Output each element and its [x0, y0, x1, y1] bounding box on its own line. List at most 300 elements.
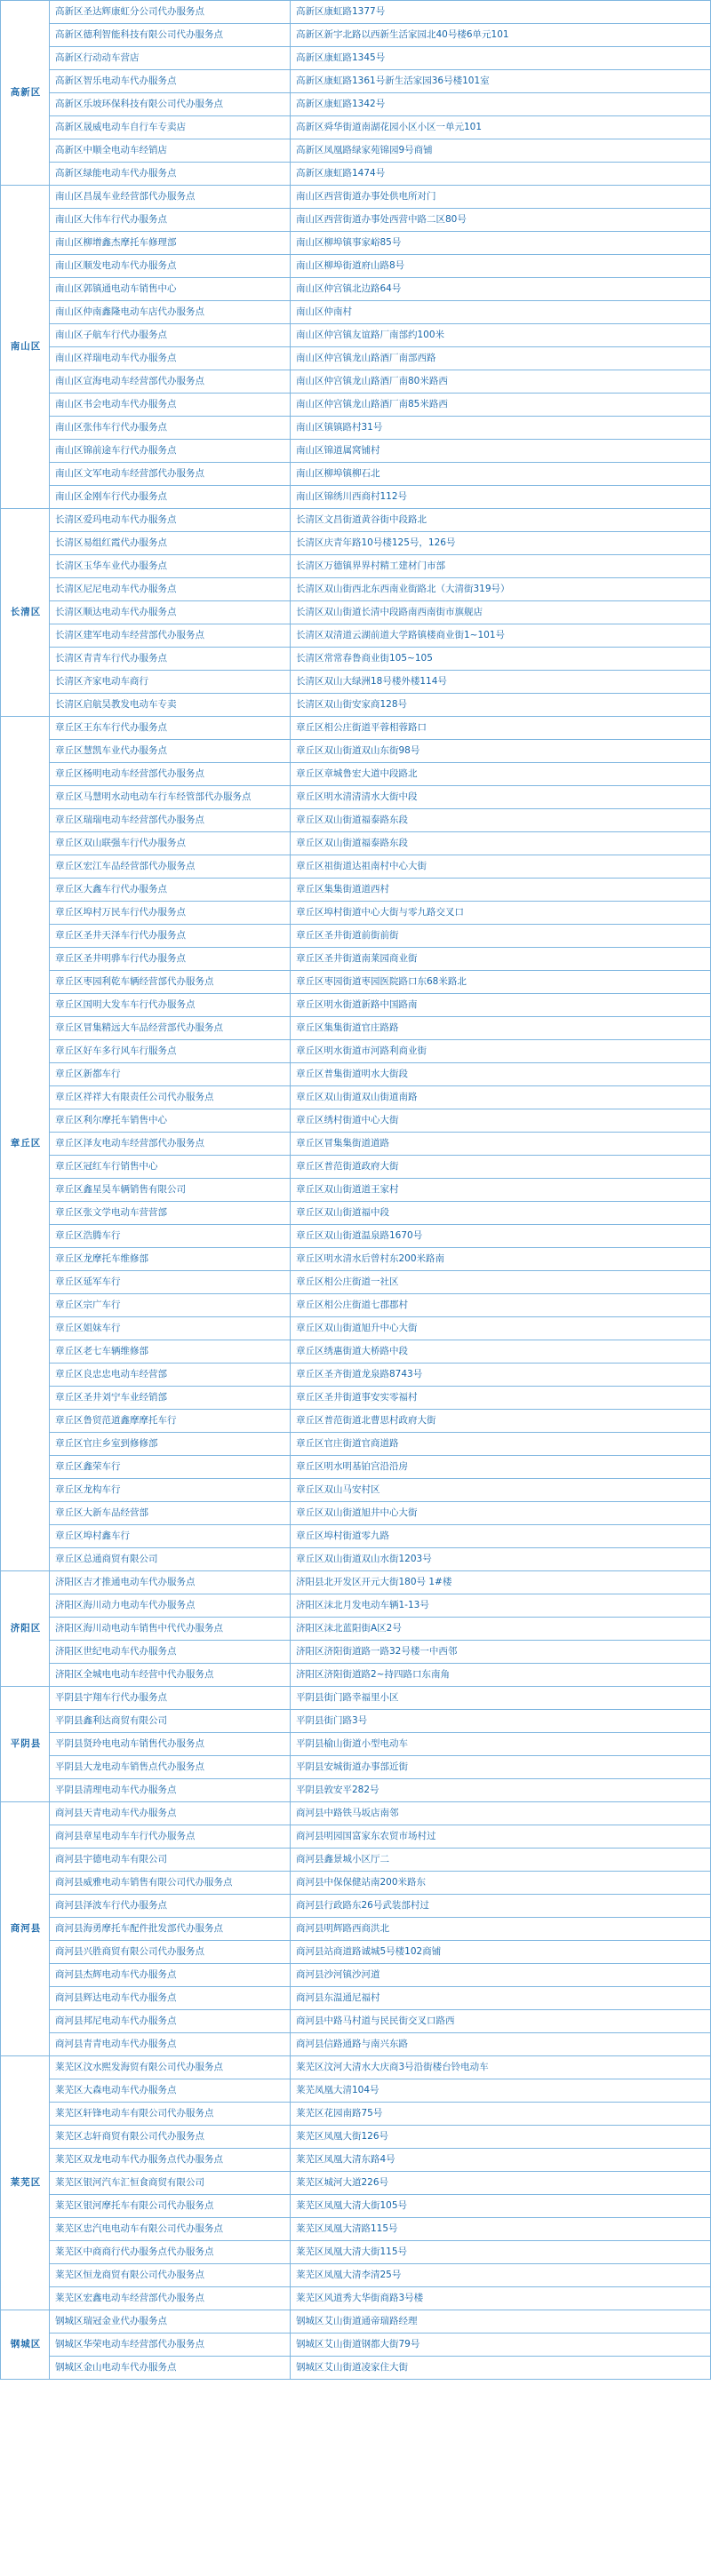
table-row [1, 1202, 711, 1225]
dealer-name-cell: 章丘区宏江车品经营部代办服务点 [50, 855, 291, 879]
dealer-name-cell: 章丘区马慧明水动电动车行车经管部代办服务点 [50, 786, 291, 809]
dealer-address-cell: 章丘区相公庄街道一社区 [291, 1271, 711, 1294]
dealer-address-cell: 章丘区埠村街道零九路 [291, 1525, 711, 1548]
table-row [1, 255, 711, 278]
table-row [1, 1825, 711, 1849]
table-row [1, 601, 711, 624]
dealer-name-cell: 高新区绿能电动车代办服务点 [50, 163, 291, 186]
table-row [1, 1248, 711, 1271]
table-row [1, 740, 711, 763]
table-row [1, 1941, 711, 1964]
dealer-address-cell: 高新区康虹路1345号 [291, 47, 711, 70]
dealer-address-cell: 章丘区普集街道明水大街段 [291, 1063, 711, 1086]
dealer-name-cell: 济阳区海川动电动车销售中代代办服务点 [50, 1618, 291, 1641]
table-row [1, 1017, 711, 1040]
dealer-address-cell: 商河县行政路东26号武装部村过 [291, 1895, 711, 1918]
table-row [1, 1849, 711, 1872]
table-row [1, 278, 711, 301]
table-row [1, 925, 711, 948]
table-row [1, 1086, 711, 1109]
table-row [1, 1225, 711, 1248]
table-row [1, 2357, 711, 2380]
dealer-name-cell: 莱芜区中商商行代办服务点代办服务点 [50, 2241, 291, 2264]
dealer-name-cell: 商河县天青电动车代办服务点 [50, 1802, 291, 1825]
dealer-name-cell: 章丘区大鑫车行代办服务点 [50, 879, 291, 902]
dealer-name-cell: 莱芜区大森电动车代办服务点 [50, 2079, 291, 2103]
table-row [1, 948, 711, 971]
table-row [1, 1756, 711, 1779]
dealer-address-cell: 章丘区明水清水后曾村东200米路南 [291, 1248, 711, 1271]
dealer-name-cell: 高新区智乐电动车代办服务点 [50, 70, 291, 93]
table-row [1, 1687, 711, 1710]
table-row [1, 1987, 711, 2010]
dealer-address-cell: 长清区双山街西北东西南业街路北（大清街319号） [291, 578, 711, 601]
dealer-address-cell: 南山区仲宫镇北边路64号 [291, 278, 711, 301]
dealer-name-cell: 商河县辉达电动车代办服务点 [50, 1987, 291, 2010]
table-row [1, 301, 711, 324]
dealer-address-cell: 商河县站商道路诚城5号楼102商铺 [291, 1941, 711, 1964]
table-row [1, 2033, 711, 2056]
dealer-address-cell: 章丘区冒集集街道道路 [291, 1133, 711, 1156]
dealer-name-cell: 章丘区埠村鑫车行 [50, 1525, 291, 1548]
dealer-address-cell: 钢城区艾山街道凌家住大街 [291, 2357, 711, 2380]
dealer-name-cell: 章丘区瑞瑞电动车经营部代办服务点 [50, 809, 291, 832]
dealer-name-cell: 平阴县鑫利达商贸有限公司 [50, 1710, 291, 1733]
dealer-name-cell: 南山区顺发电动车代办服务点 [50, 255, 291, 278]
region-cell: 南山区 [1, 186, 50, 509]
dealer-address-cell: 济阳县北开发区开元大街180号 1#楼 [291, 1571, 711, 1594]
dealer-name-cell: 南山区昌晟车业经营部代办服务点 [50, 186, 291, 209]
dealer-address-cell: 章丘区官庄街道官商道路 [291, 1433, 711, 1456]
table-row [1, 209, 711, 232]
region-cell: 长清区 [1, 509, 50, 717]
dealer-address-cell: 章丘区圣井街道前街前街 [291, 925, 711, 948]
dealer-name-cell: 莱芜区银河摩托车有限公司代办服务点 [50, 2195, 291, 2218]
region-cell: 章丘区 [1, 717, 50, 1571]
dealer-address-cell: 章丘区绣惠街道大桥路中段 [291, 1340, 711, 1364]
table-row [1, 2079, 711, 2103]
table-row [1, 186, 711, 209]
dealer-address-cell: 莱芜区凤凰大清大街115号 [291, 2241, 711, 2264]
table-row [1, 417, 711, 440]
dealer-address-cell: 济阳区济阳街道路2~持四路口东南角 [291, 1664, 711, 1687]
dealer-address-cell: 章丘区枣园街道枣园医院路口东68米路北 [291, 971, 711, 994]
dealer-name-cell: 高新区乐坡环保科技有限公司代办服务点 [50, 93, 291, 116]
dealer-name-cell: 高新区行动动车营店 [50, 47, 291, 70]
table-row [1, 1664, 711, 1687]
dealer-address-cell: 章丘区明水明基铂宫沿沿房 [291, 1456, 711, 1479]
dealer-name-cell: 章丘区浩腾车行 [50, 1225, 291, 1248]
dealer-name-cell: 平阴县贤玲电电动车销售代办服务点 [50, 1733, 291, 1756]
table-row [1, 347, 711, 370]
dealer-address-cell: 高新区新宇北路以西新生活家园北40号楼6单元101 [291, 24, 711, 47]
dealer-name-cell: 章丘区官庄乡室到修修部 [50, 1433, 291, 1456]
dealer-name-cell: 钢城区瑞冠金业代办服务点 [50, 2310, 291, 2334]
table-row [1, 1109, 711, 1133]
dealer-address-cell: 莱芜区花园南路75号 [291, 2103, 711, 2126]
table-row [1, 1502, 711, 1525]
dealer-name-cell: 钢城区华荣电动车经营部代办服务点 [50, 2334, 291, 2357]
dealer-name-cell: 长清区尼尼电动车代办服务点 [50, 578, 291, 601]
dealer-address-cell: 章丘区普范街道政府大街 [291, 1156, 711, 1179]
dealer-address-cell: 章丘区双山街道双山东街98号 [291, 740, 711, 763]
dealer-name-cell: 章丘区祥祥大有限责任公司代办服务点 [50, 1086, 291, 1109]
dealer-name-cell: 商河县青青电动车代办服务点 [50, 2033, 291, 2056]
dealer-name-cell: 长清区顺达电动车代办服务点 [50, 601, 291, 624]
dealer-name-cell: 钢城区金山电动车代办服务点 [50, 2357, 291, 2380]
dealer-address-cell: 商河县中保保健站南200米路东 [291, 1872, 711, 1895]
table-row [1, 1317, 711, 1340]
dealer-name-cell: 济阳区世纪电动车代办服务点 [50, 1641, 291, 1664]
dealer-address-cell: 南山区柳埠街道府山路8号 [291, 255, 711, 278]
dealer-address-cell: 长清区庆青年路10号楼125号，126号 [291, 532, 711, 555]
dealer-address-cell: 南山区锦道属窝铺村 [291, 440, 711, 463]
table-row [1, 463, 711, 486]
dealer-name-cell: 高新区德利智能科技有限公司代办服务点 [50, 24, 291, 47]
table-row [1, 763, 711, 786]
dealer-address-cell: 高新区康虹路1361号新生活家园36号楼101室 [291, 70, 711, 93]
table-row [1, 139, 711, 163]
dealer-address-cell: 章丘区明水清清清水大街中段 [291, 786, 711, 809]
dealer-address-cell: 长清区文昌街道黄谷街中段路北 [291, 509, 711, 532]
table-row [1, 1410, 711, 1433]
dealer-name-cell: 南山区子航车行代办服务点 [50, 324, 291, 347]
table-row [1, 2056, 711, 2079]
dealer-name-cell: 章丘区圣井刘宁车业经销部 [50, 1387, 291, 1410]
dealer-address-cell: 济阳区沫北月发电动车辆1-13号 [291, 1594, 711, 1618]
table-row [1, 902, 711, 925]
dealer-name-cell: 南山区祥瑞电动车代办服务点 [50, 347, 291, 370]
table-row [1, 1964, 711, 1987]
dealer-name-cell: 南山区宣海电动车经营部代办服务点 [50, 370, 291, 394]
dealer-name-cell: 章丘区圣井明骅车行代办服务点 [50, 948, 291, 971]
dealer-address-cell: 章丘区双山街道福泰路东段 [291, 809, 711, 832]
dealer-address-cell: 章丘区双山街道双山水街1203号 [291, 1548, 711, 1571]
table-row [1, 163, 711, 186]
dealer-address-cell: 商河县东温通尼福村 [291, 1987, 711, 2010]
dealer-address-cell: 南山区仲宫镇龙山路酒厂南85米路西 [291, 394, 711, 417]
dealer-address-cell: 商河县信路通路与南兴东路 [291, 2033, 711, 2056]
dealer-name-cell: 章丘区圣井天泽车行代办服务点 [50, 925, 291, 948]
dealer-address-cell: 南山区仲南村 [291, 301, 711, 324]
dealer-name-cell: 章丘区王东车行代办服务点 [50, 717, 291, 740]
dealer-name-cell: 章丘区龙构车行 [50, 1479, 291, 1502]
dealer-name-cell: 长清区启航昊教发电动车专卖 [50, 694, 291, 717]
dealer-name-cell: 济阳区吉才推通电动车代办服务点 [50, 1571, 291, 1594]
dealer-address-cell: 商河县沙河镇沙河道 [291, 1964, 711, 1987]
table-row [1, 2264, 711, 2287]
dealer-address-cell: 南山区柳埠镇柳石北 [291, 463, 711, 486]
dealer-address-cell: 钢城区艾山街道钢都大街79号 [291, 2334, 711, 2357]
table-row [1, 486, 711, 509]
table-row [1, 1779, 711, 1802]
dealer-address-cell: 章丘区集集街道官庄路路 [291, 1017, 711, 1040]
dealer-address-cell: 南山区柳埠镇事家峪85号 [291, 232, 711, 255]
dealer-address-cell: 章丘区埠村街道中心大街与零九路交叉口 [291, 902, 711, 925]
dealer-address-cell: 章丘区明水街道新路中国路南 [291, 994, 711, 1017]
dealer-address-cell: 南山区仲宫镇友谊路厂南部约100米 [291, 324, 711, 347]
table-row [1, 1872, 711, 1895]
dealer-name-cell: 章丘区冠红车行销售中心 [50, 1156, 291, 1179]
table-row [1, 509, 711, 532]
dealer-address-cell: 章丘区祖街道达祖南村中心大街 [291, 855, 711, 879]
table-row [1, 24, 711, 47]
dealer-address-cell: 商河县中路铁马坂店南邻 [291, 1802, 711, 1825]
table-row [1, 1479, 711, 1502]
dealer-name-cell: 商河县章星电动车车行代办服务点 [50, 1825, 291, 1849]
dealer-name-cell: 商河县泽波车行代办服务点 [50, 1895, 291, 1918]
dealer-address-cell: 平阴县安城街道办事部近街 [291, 1756, 711, 1779]
table-row [1, 2241, 711, 2264]
table-row [1, 1271, 711, 1294]
dealer-address-cell: 平阴县街门路3号 [291, 1710, 711, 1733]
dealer-address-cell: 莱芜区凤凰大街126号 [291, 2126, 711, 2149]
dealer-name-cell: 长清区青青车行代办服务点 [50, 648, 291, 671]
dealer-name-cell: 长清区爱玛电动车代办服务点 [50, 509, 291, 532]
dealer-address-cell: 长清区双山大绿洲18号楼外楼114号 [291, 671, 711, 694]
dealer-address-cell: 高新区舜华街道南湖花园小区小区一单元101 [291, 116, 711, 139]
dealer-name-cell: 南山区柳增鑫杰摩托车修理部 [50, 232, 291, 255]
dealer-address-cell: 商河县中路马村道与民民街交叉口路西 [291, 2010, 711, 2033]
dealer-name-cell: 莱芜区汶水熙发海贸有限公司代办服务点 [50, 2056, 291, 2079]
dealer-address-cell: 高新区凤凰路绿家苑锦园9号商铺 [291, 139, 711, 163]
dealer-name-cell: 南山区书会电动车代办服务点 [50, 394, 291, 417]
table-row [1, 1456, 711, 1479]
table-row [1, 2218, 711, 2241]
dealer-name-cell: 章丘区埠村万民车行代办服务点 [50, 902, 291, 925]
dealer-address-cell: 章丘区圣井街道事安实零福村 [291, 1387, 711, 1410]
table-row [1, 786, 711, 809]
dealer-name-cell: 长清区玉华车业代办服务点 [50, 555, 291, 578]
dealer-name-cell: 济阳区海川动力电动车代办服务点 [50, 1594, 291, 1618]
dealer-name-cell: 商河县海勇摩托车配件批发部代办服务点 [50, 1918, 291, 1941]
table-row [1, 2287, 711, 2310]
table-row [1, 1802, 711, 1825]
dealer-address-cell: 章丘区相公庄街道平蓉相蓉路口 [291, 717, 711, 740]
dealer-address-cell: 长清区双山街道长清中段路南西南街市旗舰店 [291, 601, 711, 624]
dealer-name-cell: 章丘区鲁贸范道鑫摩摩托车行 [50, 1410, 291, 1433]
table-row [1, 555, 711, 578]
dealer-name-cell: 南山区金刚车行代办服务点 [50, 486, 291, 509]
dealer-name-cell: 章丘区国明大发车车行代办服务点 [50, 994, 291, 1017]
table-row [1, 809, 711, 832]
table-row [1, 47, 711, 70]
dealer-address-cell: 商河县鑫景城小区厅二 [291, 1849, 711, 1872]
dealer-address-cell: 南山区西营街道办事处供电所对门 [291, 186, 711, 209]
table-row [1, 694, 711, 717]
dealer-name-cell: 章丘区良忠忠电动车经营部 [50, 1364, 291, 1387]
table-row [1, 324, 711, 347]
table-row [1, 2195, 711, 2218]
table-row [1, 671, 711, 694]
table-row [1, 1040, 711, 1063]
table-row [1, 2103, 711, 2126]
dealer-address-cell: 商河县明辉路西商洪北 [291, 1918, 711, 1941]
table-row [1, 2172, 711, 2195]
table-row [1, 994, 711, 1017]
table-row [1, 370, 711, 394]
table-row [1, 532, 711, 555]
table-row [1, 1594, 711, 1618]
dealer-name-cell: 商河县兴胜商贸有限公司代办服务点 [50, 1941, 291, 1964]
table-row [1, 879, 711, 902]
table-row [1, 2149, 711, 2172]
dealer-address-cell: 章丘区双山街道温泉路1670号 [291, 1225, 711, 1248]
table-row [1, 232, 711, 255]
dealer-address-cell: 莱芜区城河大道226号 [291, 2172, 711, 2195]
dealer-address-cell: 莱芜区汶河大清水大庆商3号沿街楼台铃电动车 [291, 2056, 711, 2079]
region-cell: 平阴县 [1, 1687, 50, 1802]
dealer-address-cell: 章丘区双山街道旭井中心大街 [291, 1502, 711, 1525]
table-row [1, 1063, 711, 1086]
dealer-name-cell: 南山区仲南鑫隆电动车店代办服务点 [50, 301, 291, 324]
dealer-name-cell: 商河县宇德电动车有限公司 [50, 1849, 291, 1872]
table-row [1, 1387, 711, 1410]
dealer-name-cell: 章丘区总通商贸有限公司 [50, 1548, 291, 1571]
dealer-address-cell: 章丘区圣齐街道龙泉路8743号 [291, 1364, 711, 1387]
table-row [1, 2126, 711, 2149]
table-row [1, 1364, 711, 1387]
dealer-name-cell: 南山区锦前途车行代办服务点 [50, 440, 291, 463]
table-row [1, 1571, 711, 1594]
table-row [1, 93, 711, 116]
dealer-address-cell: 莱芜区凤凰大清路115号 [291, 2218, 711, 2241]
table-row [1, 394, 711, 417]
dealer-name-cell: 章丘区姐妹车行 [50, 1317, 291, 1340]
dealer-address-cell: 济阳区济阳街道路一路32号楼一中西邻 [291, 1641, 711, 1664]
dealer-name-cell: 商河县杰辉电动车代办服务点 [50, 1964, 291, 1987]
dealer-name-cell: 章丘区冒集精远大车品经营部代办服务点 [50, 1017, 291, 1040]
table-row [1, 624, 711, 648]
dealer-name-cell: 平阴县大龙电动车销售点代办服务点 [50, 1756, 291, 1779]
dealer-name-cell: 章丘区杨明电动车经营部代办服务点 [50, 763, 291, 786]
table-row [1, 116, 711, 139]
table-row [1, 1895, 711, 1918]
table-row [1, 1641, 711, 1664]
dealer-name-cell: 平阴县清理电动车代办服务点 [50, 1779, 291, 1802]
dealer-address-cell: 南山区镇镇路村31号 [291, 417, 711, 440]
table-row [1, 1, 711, 24]
dealer-address-cell: 南山区锦绣川西商村112号 [291, 486, 711, 509]
dealer-name-cell: 莱芜区忠汽电电动车有限公司代办服务点 [50, 2218, 291, 2241]
dealer-name-cell: 章丘区延军车行 [50, 1271, 291, 1294]
table-row [1, 832, 711, 855]
dealer-address-cell: 高新区康虹路1342号 [291, 93, 711, 116]
dealer-name-cell: 章丘区新都车行 [50, 1063, 291, 1086]
table-row [1, 1340, 711, 1364]
dealer-address-cell: 南山区仲宫镇龙山路酒厂南部西路 [291, 347, 711, 370]
dealer-address-cell: 章丘区双山街道旭升中心大街 [291, 1317, 711, 1340]
table-row [1, 2310, 711, 2334]
dealer-name-cell: 莱芜区志轩商贸有限公司代办服务点 [50, 2126, 291, 2149]
dealer-name-cell: 章丘区枣园利乾车辆经营部代办服务点 [50, 971, 291, 994]
dealer-name-cell: 济阳区全城电电动车经营中代办服务点 [50, 1664, 291, 1687]
dealer-name-cell: 南山区文军电动车经营部代办服务点 [50, 463, 291, 486]
table-row [1, 1733, 711, 1756]
dealer-address-cell: 平阴县榆山街道小型电动车 [291, 1733, 711, 1756]
dealer-name-cell: 章丘区龙摩托车维修部 [50, 1248, 291, 1271]
table-row [1, 1294, 711, 1317]
dealer-name-cell: 章丘区大新车品经营部 [50, 1502, 291, 1525]
table-row [1, 717, 711, 740]
dealer-name-cell: 商河县威雅电动车销售有限公司代办服务点 [50, 1872, 291, 1895]
table-row [1, 70, 711, 93]
dealer-address-cell: 高新区康虹路1377号 [291, 1, 711, 24]
dealer-address-cell: 钢城区艾山街道通帝瑞路经理 [291, 2310, 711, 2334]
dealer-name-cell: 长清区齐家电动车商行 [50, 671, 291, 694]
dealer-address-cell: 莱芜区凤凰大清大街105号 [291, 2195, 711, 2218]
dealer-name-cell: 章丘区张文学电动车营营部 [50, 1202, 291, 1225]
dealer-name-cell: 商河县邦尼电动车代办服务点 [50, 2010, 291, 2033]
table-row [1, 2334, 711, 2357]
dealer-name-cell: 长清区建军电动车经营部代办服务点 [50, 624, 291, 648]
dealer-name-cell: 章丘区双山联强车行代办服务点 [50, 832, 291, 855]
dealer-name-cell: 莱芜区银河汽车汇恒食商贸有限公司 [50, 2172, 291, 2195]
dealer-address-cell: 章丘区集集街道道西村 [291, 879, 711, 902]
table-row [1, 1548, 711, 1571]
dealer-address-cell: 章丘区双山街道双山街道南路 [291, 1086, 711, 1109]
dealer-name-cell: 章丘区利尔摩托车销售中心 [50, 1109, 291, 1133]
dealer-name-cell: 章丘区泽友电动车经营部代办服务点 [50, 1133, 291, 1156]
dealer-address-cell: 南山区西营街道办事处西营中路二区80号 [291, 209, 711, 232]
table-row [1, 2010, 711, 2033]
dealer-address-cell: 莱芜区凤凰大清东路4号 [291, 2149, 711, 2172]
dealer-name-cell: 南山区郭镇通电动车销售中心 [50, 278, 291, 301]
dealer-name-cell: 高新区中顺全电动车经销店 [50, 139, 291, 163]
dealer-name-cell: 高新区晟威电动车自行车专卖店 [50, 116, 291, 139]
dealer-name-cell: 章丘区老七车辆维修部 [50, 1340, 291, 1364]
dealer-address-cell: 长清区常常春鲁商业街105~105 [291, 648, 711, 671]
table-row [1, 648, 711, 671]
dealer-address-cell: 莱芜凤凰大清104号 [291, 2079, 711, 2103]
dealer-address-cell: 长清区万德镇界界村精工建材门市部 [291, 555, 711, 578]
dealer-address-cell: 长清区双山街安家商128号 [291, 694, 711, 717]
table-row [1, 1525, 711, 1548]
dealer-address-cell: 章丘区相公庄街道七郡郡村 [291, 1294, 711, 1317]
dealer-address-cell: 长清区双清道云湖前道大学路镇楼商业街1~101号 [291, 624, 711, 648]
table-row [1, 1179, 711, 1202]
region-cell: 济阳区 [1, 1571, 50, 1687]
dealer-name-cell: 章丘区慧凯车业代办服务点 [50, 740, 291, 763]
table-row [1, 1133, 711, 1156]
dealer-name-cell: 莱芜区轩锋电动车有限公司代办服务点 [50, 2103, 291, 2126]
dealer-name-cell: 章丘区好车多行风车行服务点 [50, 1040, 291, 1063]
dealer-address-cell: 莱芜区风道秀大华街商路3号楼 [291, 2287, 711, 2310]
dealer-address-cell: 章丘区章城鲁宏大道中段路北 [291, 763, 711, 786]
dealer-address-cell: 莱芜区凤凰大清李清25号 [291, 2264, 711, 2287]
dealer-address-cell: 济阳区沫北蓝阳街A区2号 [291, 1618, 711, 1641]
dealer-table-body [1, 1, 711, 2380]
dealer-name-cell: 莱芜区宏鑫电动车经营部代办服务点 [50, 2287, 291, 2310]
dealer-name-cell: 莱芜区恒龙商贸有限公司代办服务点 [50, 2264, 291, 2287]
dealer-address-cell: 高新区康虹路1474号 [291, 163, 711, 186]
region-cell: 莱芜区 [1, 2056, 50, 2310]
table-row [1, 1433, 711, 1456]
table-row [1, 1156, 711, 1179]
dealer-address-cell: 商河县明园国富家东农贸市场村过 [291, 1825, 711, 1849]
dealer-name-cell: 高新区圣达辉康虹分公司代办服务点 [50, 1, 291, 24]
dealer-address-cell: 章丘区双山街道福泰路东段 [291, 832, 711, 855]
region-cell: 商河县 [1, 1802, 50, 2056]
dealer-address-cell: 南山区仲宫镇龙山路酒厂南80米路西 [291, 370, 711, 394]
dealer-name-cell: 南山区张伟车行代办服务点 [50, 417, 291, 440]
table-row [1, 1618, 711, 1641]
dealer-address-cell: 平阴县街门路幸福里小区 [291, 1687, 711, 1710]
dealer-name-cell: 章丘区鑫荣车行 [50, 1456, 291, 1479]
dealer-address-cell: 章丘区明水街道市河路利商业街 [291, 1040, 711, 1063]
dealer-address-cell: 章丘区绣村街道中心大街 [291, 1109, 711, 1133]
region-cell: 高新区 [1, 1, 50, 186]
